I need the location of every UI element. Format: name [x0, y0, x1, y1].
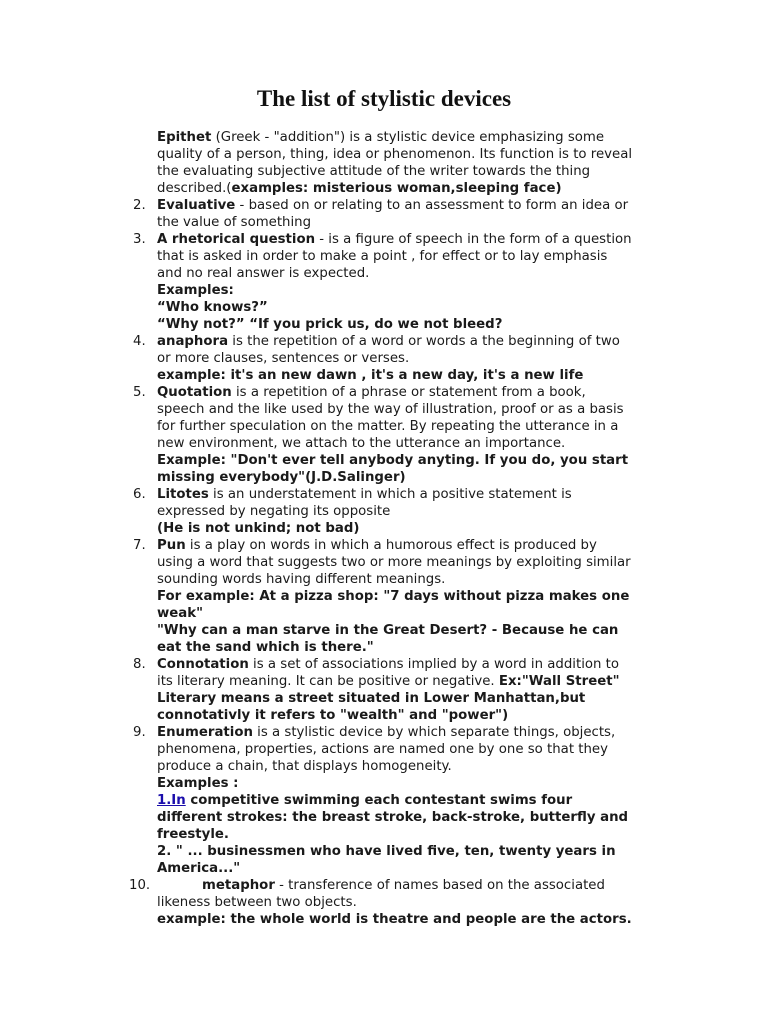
- body-text: speech and the like used by the way of illustration, proof or as a basis: [157, 402, 624, 417]
- bold-text: Pun: [157, 538, 186, 553]
- list-item: [0, 486, 768, 503]
- bold-text: connotativly it refers to "wealth" and "power"): [157, 708, 509, 723]
- list-item-line: [0, 775, 768, 792]
- bold-text: Enumeration: [157, 725, 253, 740]
- body-text: is a play on words in which a humorous effect is produced by: [185, 538, 597, 553]
- list-item-line: [0, 622, 768, 639]
- list-item-line: [0, 299, 768, 316]
- bold-text: Evaluative: [157, 198, 236, 213]
- list-item-line: [0, 690, 768, 707]
- list-item-line: [0, 554, 768, 571]
- bold-text: America...": [157, 861, 241, 876]
- bold-text: For example: At a pizza shop: "7 days without pizza makes one: [157, 589, 630, 604]
- list-item: [0, 333, 768, 350]
- body-text: is a stylistic device by which separate things, objects,: [252, 725, 616, 740]
- list-item-line: [0, 214, 768, 231]
- body-text: new environment, we attach to the utterance an importance.: [157, 436, 566, 451]
- body-text: that is asked in order to make a point , for effect or to lay emphasis: [157, 249, 608, 264]
- body-text: for further speculation on the matter. By repeating the utterance in a: [157, 419, 619, 434]
- bold-text: Example: "Don't ever tell anybody anyting. If you do, you start: [157, 453, 629, 468]
- list-item: [0, 724, 768, 741]
- list-item-line: [0, 758, 768, 775]
- list-item: [0, 129, 768, 146]
- list-item-line: [0, 180, 768, 197]
- list-item: [0, 231, 768, 248]
- list-item-line: [0, 792, 768, 809]
- list-number: 7.: [133, 538, 146, 553]
- body-text: likeness between two objects.: [157, 895, 357, 910]
- body-text: phenomena, properties, actions are named one by one so that they: [157, 742, 608, 757]
- list-number: 4.: [133, 334, 146, 349]
- body-text: produce a chain, that displays homogeneity.: [157, 759, 452, 774]
- bold-text: 2. " ... businessmen who have lived five, ten, twenty years in: [157, 844, 616, 859]
- list-item-line: [0, 282, 768, 299]
- document-title: The list of stylistic devices: [256, 86, 512, 111]
- list-item: [0, 197, 768, 214]
- list-item-line: [0, 588, 768, 605]
- body-text: using a word that suggests two or more meanings by exploiting similar: [157, 555, 631, 570]
- bold-text: Literary means a street situated in Lower Manhattan,but: [157, 691, 586, 706]
- bold-text: “Why not?” “If you prick us, do we not bleed?: [157, 317, 503, 332]
- list-item-line: [0, 367, 768, 384]
- list-item-line: [0, 520, 768, 537]
- list-item-line: [0, 401, 768, 418]
- list-item: [0, 537, 768, 554]
- list-item-line: [0, 605, 768, 622]
- list-item-line: [0, 163, 768, 180]
- list-item-line: [0, 248, 768, 265]
- body-text: is a set of associations implied by a word in addition to: [248, 657, 620, 672]
- body-text: - transference of names based on the associated: [274, 878, 605, 893]
- bold-text: competitive swimming each contestant swims four: [185, 793, 573, 808]
- list-item-line: [0, 911, 768, 928]
- list-item-line: [0, 316, 768, 333]
- bold-text: freestyle.: [157, 827, 229, 842]
- bold-text: metaphor: [202, 878, 275, 893]
- body-text: - is a figure of speech in the form of a question: [315, 232, 632, 247]
- bold-text: Connotation: [157, 657, 249, 672]
- list-item-line: [0, 809, 768, 826]
- list-number: 6.: [133, 487, 146, 502]
- bold-text: different strokes: the breast stroke, back-stroke, butterfly and: [157, 810, 629, 825]
- bold-text: example: the whole world is theatre and people are the actors.: [157, 912, 632, 927]
- body-text: described.(: [157, 181, 232, 196]
- list-item-line: [0, 452, 768, 469]
- body-text: expressed by negating its opposite: [157, 504, 391, 519]
- body-text: or more clauses, sentences or verses.: [157, 351, 410, 366]
- list-item-line: [0, 894, 768, 911]
- list-item-line: [0, 265, 768, 282]
- list-item-line: [0, 707, 768, 724]
- bold-text: Examples:: [157, 283, 234, 298]
- bold-text: “Who knows?”: [157, 300, 268, 315]
- list-number: 2.: [133, 198, 146, 213]
- bold-text: Epithet: [157, 130, 212, 145]
- list-number: 3.: [133, 232, 146, 247]
- bold-text: weak": [157, 606, 204, 621]
- list-item-line: [0, 826, 768, 843]
- bold-text: (He is not unkind; not bad): [157, 521, 360, 536]
- list-number: 9.: [133, 725, 146, 740]
- body-text: - based on or relating to an assessment to form an idea or: [235, 198, 629, 213]
- list-item: [0, 384, 768, 401]
- bold-text: Quotation: [157, 385, 232, 400]
- list-item-line: [0, 435, 768, 452]
- bold-text: "Why can a man starve in the Great Desert? - Because he can: [157, 623, 619, 638]
- body-text: the value of something: [157, 215, 312, 230]
- body-text: quality of a person, thing, idea or phenomenon. Its function is to reveal: [157, 147, 633, 162]
- list-item-line: [0, 146, 768, 163]
- list-item-line: [0, 741, 768, 758]
- body-text: the evaluating subjective attitude of the writer towards the thing: [157, 164, 591, 179]
- bold-text: examples: misterious woman,sleeping face): [231, 181, 562, 196]
- list-number: 10.: [129, 878, 151, 893]
- body-text: is the repetition of a word or words a the beginning of two: [228, 334, 620, 349]
- body-text: (Greek - "addition") is a stylistic device emphasizing some: [211, 130, 605, 145]
- list-item-line: [0, 418, 768, 435]
- body-text: sounding words having different meanings.: [157, 572, 446, 587]
- list-item: [0, 877, 768, 894]
- bold-text: example: it's an new dawn , it's a new day, it's a new life: [157, 368, 584, 383]
- list-item-line: [0, 503, 768, 520]
- list-item-line: [0, 860, 768, 877]
- list-number: 5.: [133, 385, 146, 400]
- list-item-line: [0, 571, 768, 588]
- list-number: 8.: [133, 657, 146, 672]
- body-text: and no real answer is expected.: [157, 266, 370, 281]
- bold-text: Litotes: [157, 487, 209, 502]
- example-link[interactable]: 1.In: [157, 793, 186, 808]
- bold-text: A rhetorical question: [157, 232, 316, 247]
- bold-text: missing everybody"(J.D.Salinger): [157, 470, 406, 485]
- list-item-line: [0, 469, 768, 486]
- list-item-line: [0, 843, 768, 860]
- stylistic-devices-list: [0, 129, 768, 928]
- bold-text: Ex:"Wall Street": [498, 674, 620, 689]
- list-item-line: [0, 673, 768, 690]
- bold-text: Examples :: [157, 776, 239, 791]
- body-text: is a repetition of a phrase or statement from a book,: [231, 385, 586, 400]
- body-text: its literary meaning. It can be positive or negative.: [157, 674, 499, 689]
- body-text: is an understatement in which a positive statement is: [208, 487, 572, 502]
- bold-text: eat the sand which is there.": [157, 640, 374, 655]
- list-item-line: [0, 639, 768, 656]
- list-item-line: [0, 350, 768, 367]
- bold-text: anaphora: [157, 334, 229, 349]
- list-item: [0, 656, 768, 673]
